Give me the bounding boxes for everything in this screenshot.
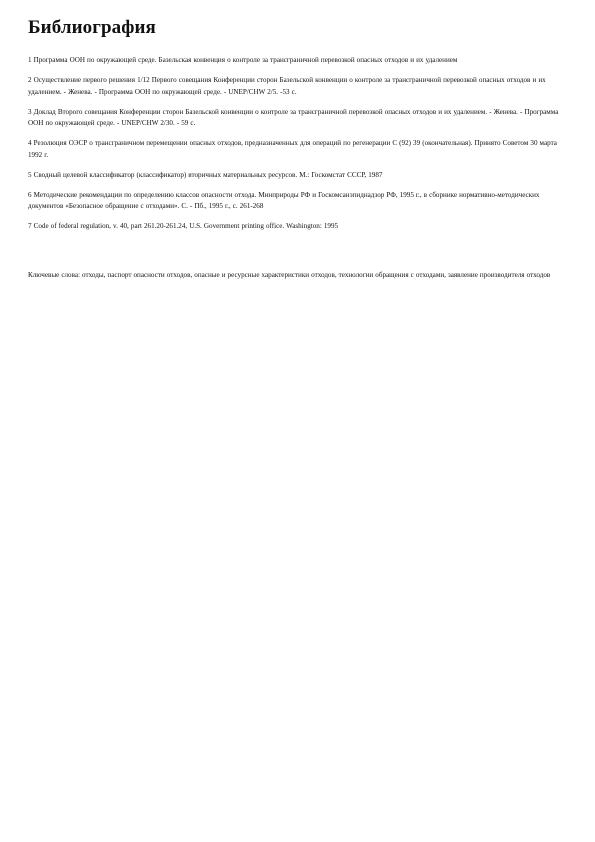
bibliography-entry-4: 4 Резолюция ОЭСР о трансграничном перемещении опасных отходов, предназначенных для операций по регенерации С (92) 39 (окончательная). Принято Советом 30 марта 1992 г. [28, 139, 557, 159]
bibliography-entry-2: 2 Осуществление первого решения 1/12 Первого совещания Конференции сторон Базельской конвенции о контроле за трансграничной перевозкой опасных отходов и их удалением. - Женева. - Программа ООН по окружающей среде. - UNEP/CHW 2/5. -53 с. [28, 76, 546, 96]
keywords-paragraph: Ключевые слова: отходы, паспорт опасности отходов, опасные и ресурсные характеристики отходов, технологии обращения с отходами, заявление производителя отходов [28, 271, 551, 279]
page-title: Библиография [28, 17, 156, 38]
bibliography-list [28, 55, 568, 241]
bibliography-entry-7: 7 Code of federal regulation, v. 40, part 261.20-261.24, U.S. Government printing office. Washington: 1995 [28, 222, 339, 230]
bibliography-entry-6: 6 Методические рекомендации по определению классов опасности отхода. Минприроды РФ и Госкомсанэпиднадзор РФ, 1995 г., в сборнике нормативно-методических документов «Безопасное обращение с отходами». С. - Пб., 1995 г., с. 261-268 [28, 190, 540, 210]
bibliography-entry-1: 1 Программа ООН по окружающей среде. Базельская конвенция о контроле за трансграничной перевозкой опасных отходов и их удалением [28, 56, 458, 64]
bibliography-entry-3: 3 Доклад Второго совещания Конференции сторон Базельской конвенции о контроле за трансграничной перевозкой опасных отходов и их удалением. - Женева. - Программа ООН по окружающей среде. - UNEP/CHW 2/30. - 59 с. [28, 107, 559, 127]
bibliography-entry-5: 5 Сводный целевой классификатор (классификатор) вторичных материальных ресурсов. М.: Госкомстат СССР, 1987 [28, 170, 383, 179]
